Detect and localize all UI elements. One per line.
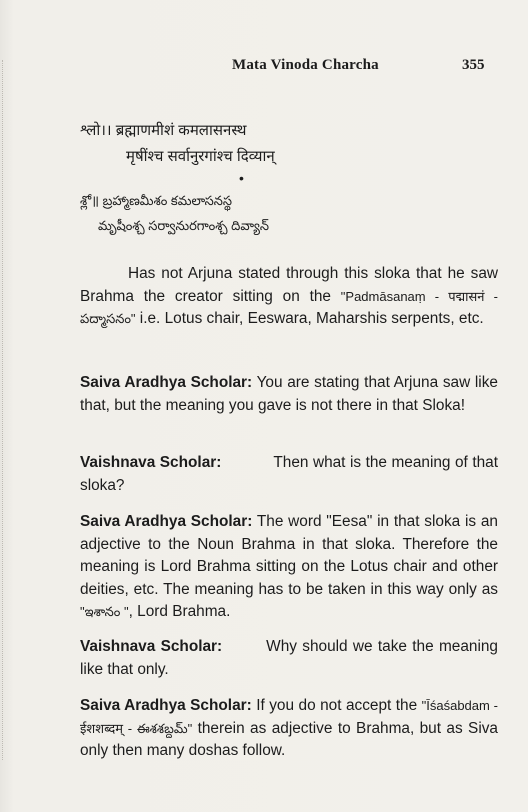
intro-quote: "Padmāsanaṃ - पद्मासनं - పద్మాసనం"	[80, 288, 498, 327]
dialogue-text-a: If you do not accept the	[251, 697, 422, 714]
speaker-label: Saiva Aradhya Scholar:	[80, 374, 253, 391]
speaker-label: Vaishnava Scholar:	[80, 454, 222, 471]
dialogue-quote: "Īśaśabdam - ईशशब्दम् - ఈశశబ్దమ్"	[80, 698, 498, 736]
dialogue-vaishnava-1	[80, 452, 498, 497]
dialogue-saiva-3	[80, 695, 498, 763]
speaker-label: Vaishnava Scholar:	[80, 638, 223, 655]
page-edge	[2, 60, 9, 760]
speaker-label: Saiva Aradhya Scholar:	[80, 697, 252, 714]
dialogue-saiva-1	[80, 372, 498, 417]
verse-devanagari-line-2: मृषींश्च सर्वानुरगांश्च दिव्यान्	[126, 148, 275, 165]
dialogue-text-a: The word "Eesa" in that sloka is an adjective to the Noun Brahma in that sloka. Therefore the meaning is Lord Brahma sitting on the Lotus chair and other deities, etc. The meaning has to be taken in this way only as	[80, 513, 498, 598]
intro-paragraph	[80, 263, 498, 331]
intro-text-b: i.e. Lotus chair, Eeswara, Maharshis serpents, etc.	[135, 310, 484, 328]
dialogue-text: Then what is the meaning of that sloka?	[80, 454, 498, 494]
dialogue-text: Why should we take the meaning like that only.	[80, 638, 498, 678]
page-header	[0, 57, 528, 77]
verse-telugu-line-1: శ్లో॥ బ్రహ్మాణమీశం కమలాసనస్థ	[80, 193, 233, 208]
running-title: Mata Vinoda Charcha	[232, 57, 379, 73]
verse-telugu-line-2: మృషీంశ్చ సర్వానురగాంశ్చ దివ్యాన్	[98, 218, 270, 233]
dialogue-vaishnava-2	[80, 636, 498, 681]
verse-dot-mark: •	[239, 170, 244, 186]
dialogue-text: You are stating that Arjuna saw like that, but the meaning you gave is not there in that Sloka!	[80, 374, 498, 414]
page-number: 355	[462, 57, 485, 73]
intro-text-a: Has not Arjuna stated through this sloka that he saw Brahma the creator sitting on the	[80, 265, 498, 305]
dialogue-saiva-2	[80, 511, 498, 624]
verse-devanagari-line-1: श्लो।। ब्रह्माणमीशं कमलासनस्थ	[80, 122, 247, 139]
dialogue-text-b: , Lord Brahma.	[128, 603, 231, 621]
dialogue-quote: "ఇశానం "	[80, 604, 129, 620]
dialogue-text-b: therein as adjective to Brahma, but as Siva only then many doshas follow.	[80, 719, 498, 760]
speaker-label: Saiva Aradhya Scholar:	[80, 513, 253, 530]
